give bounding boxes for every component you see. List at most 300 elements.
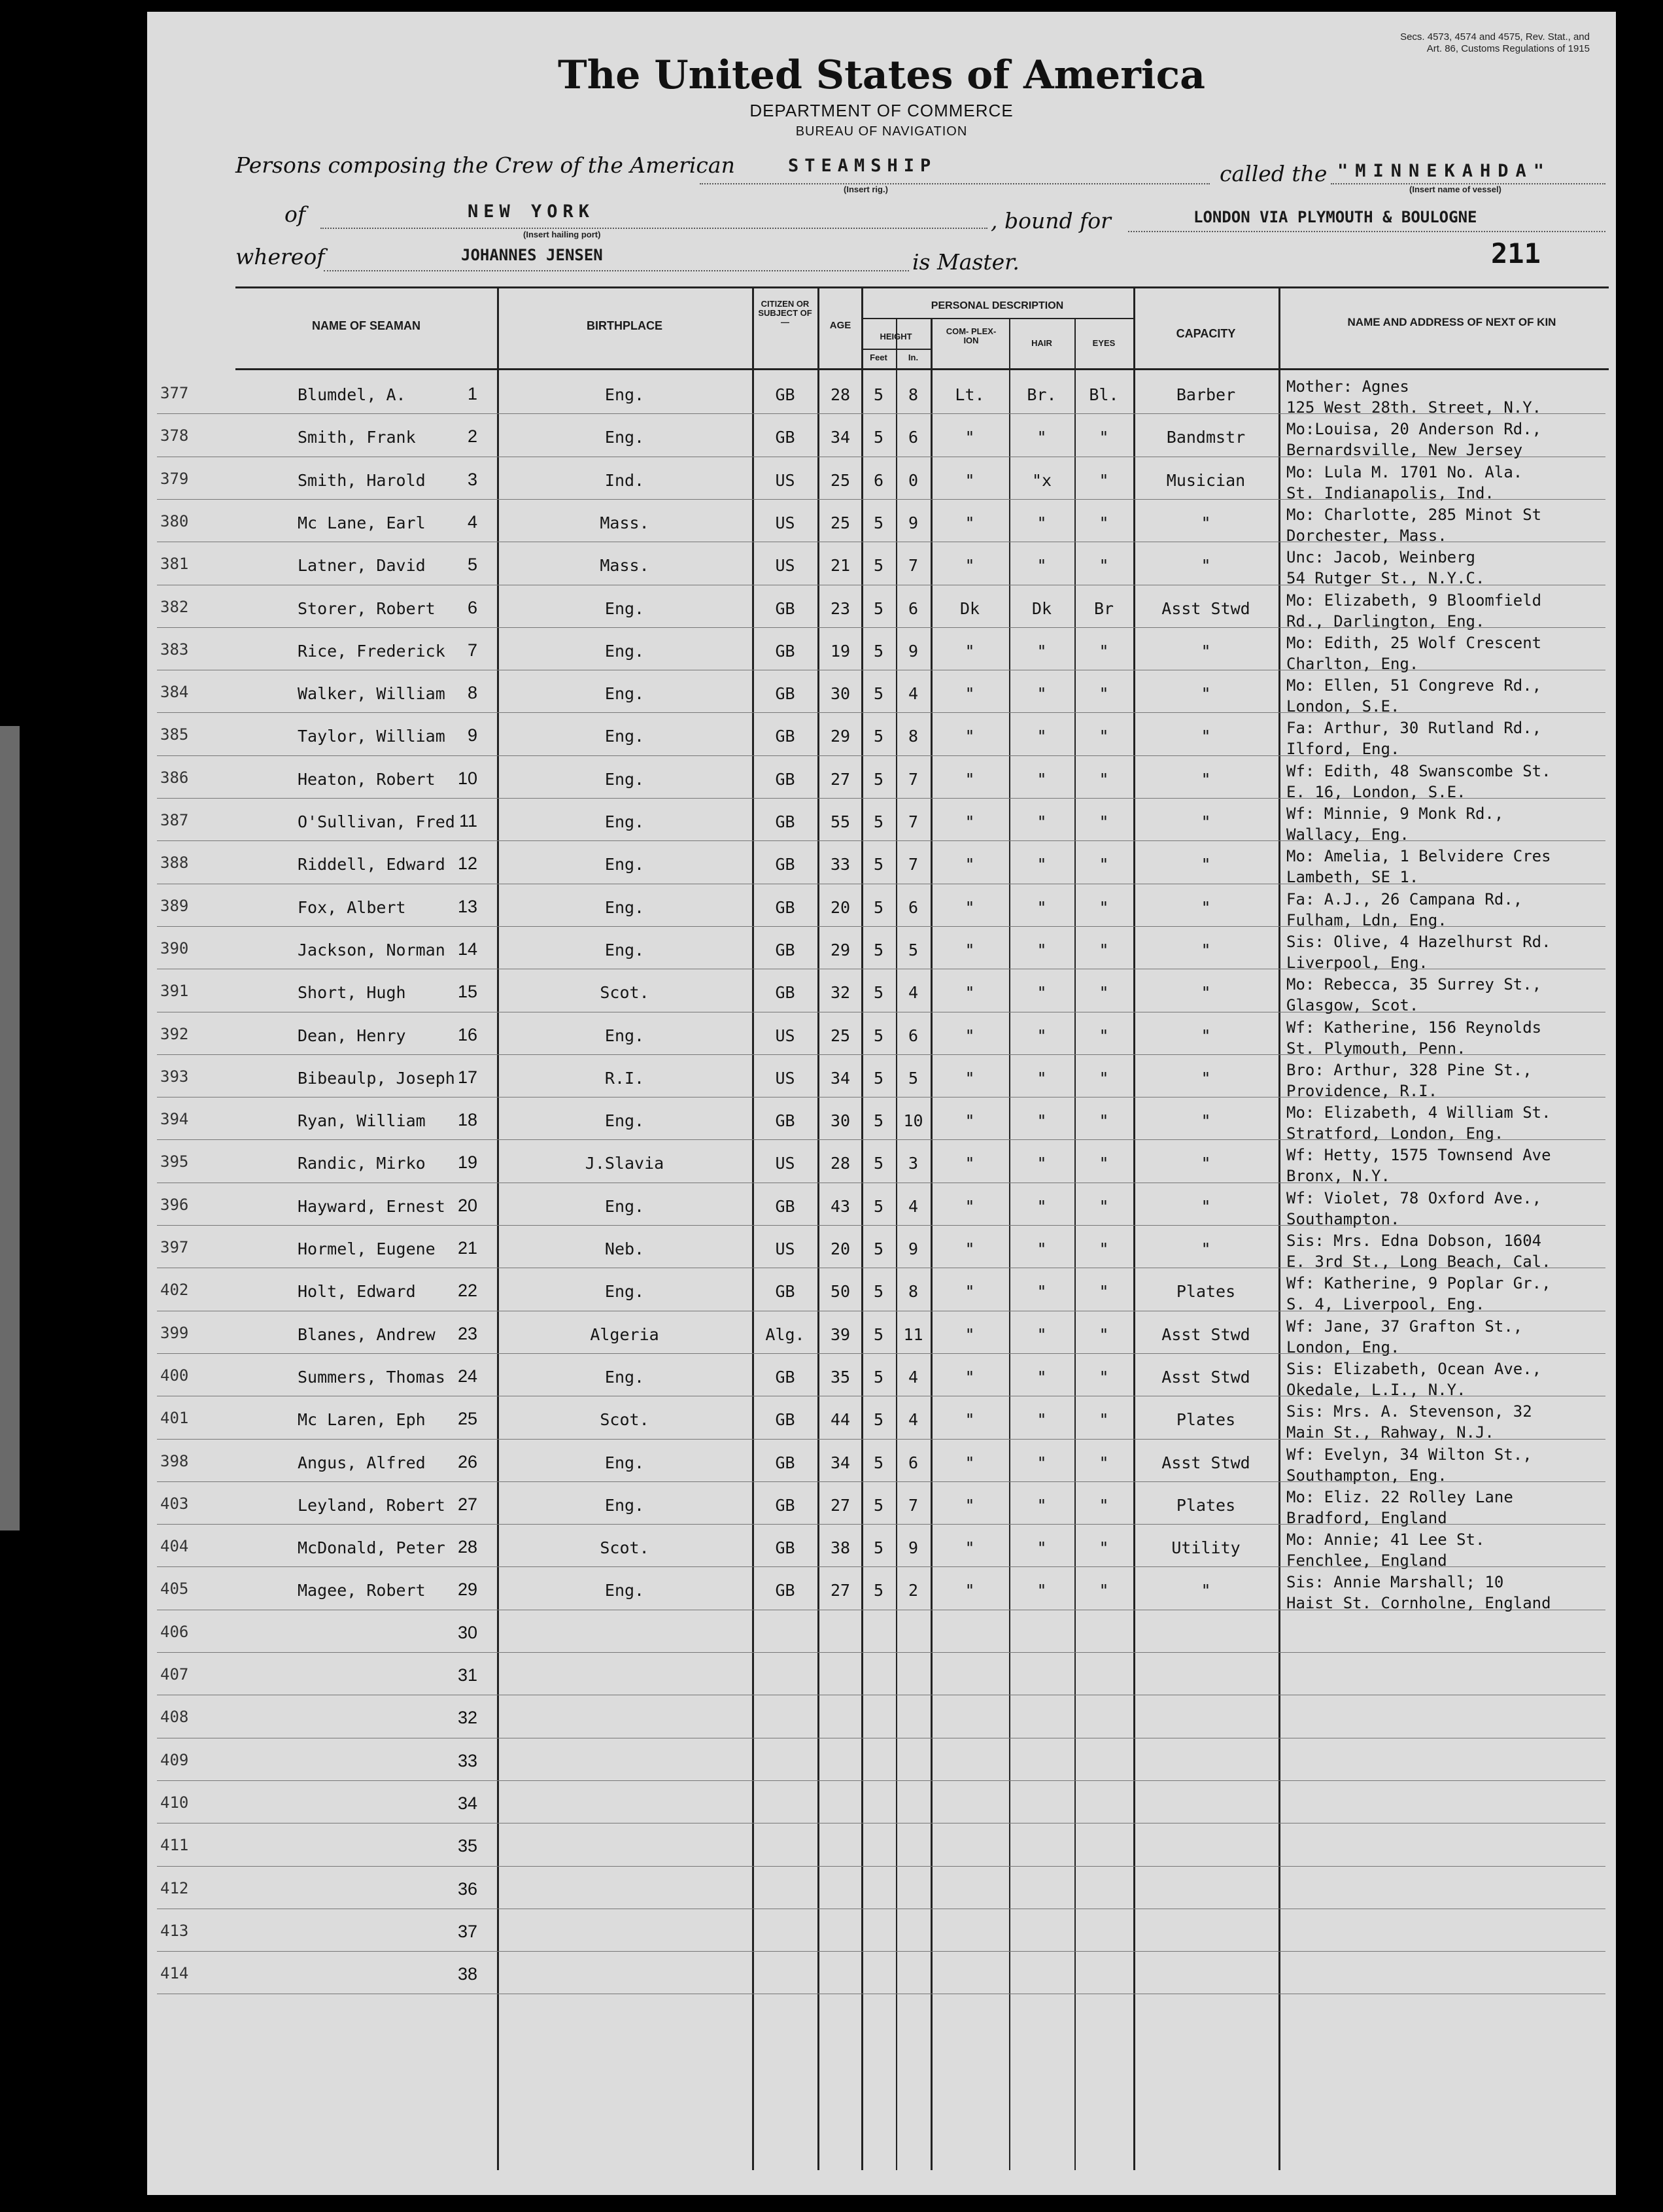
complexion: " (965, 470, 975, 490)
eyes: " (1099, 641, 1109, 661)
hair: " (1037, 684, 1047, 704)
citizenship: GB (775, 897, 795, 917)
register-line-number: 413 (160, 1921, 189, 1940)
next-of-kin: Mo: Elizabeth, 9 Bloomfield Rd., Darlington, Eng. (1286, 591, 1542, 631)
age: 27 (830, 769, 851, 789)
height-feet: 5 (873, 684, 884, 704)
page-number: 211 (1491, 237, 1541, 269)
birthplace: Eng. (604, 897, 645, 917)
citizenship: GB (775, 727, 795, 746)
seaman-name: Dean, Henry (298, 1026, 406, 1045)
eyes: " (1099, 855, 1109, 874)
age: 33 (830, 855, 851, 874)
personal-desc-divider (861, 318, 1133, 319)
next-of-kin: Mo:Louisa, 20 Anderson Rd., Bernardsville, New Jersey (1286, 420, 1542, 460)
next-of-kin: Sis: Annie Marshall; 10 Haist St. Cornholne, England (1286, 1573, 1551, 1613)
age: 28 (830, 385, 851, 404)
next-of-kin: Mo: Ellen, 51 Congreve Rd., London, S.E. (1286, 676, 1542, 716)
hair: "x (1031, 470, 1052, 490)
citizenship: US (775, 470, 795, 490)
height-inches: 6 (908, 1453, 919, 1472)
register-line-number: 386 (160, 768, 189, 787)
capacity: " (1201, 940, 1211, 959)
seaman-number: 12 (457, 854, 477, 874)
citizenship: GB (775, 684, 795, 704)
hair: " (1037, 897, 1047, 917)
complexion: " (965, 1154, 975, 1173)
department-name: DEPARTMENT OF COMMERCE (749, 101, 1014, 120)
height-feet: 5 (873, 769, 884, 789)
complexion: " (965, 556, 975, 576)
birthplace: Eng. (604, 1453, 645, 1472)
age: 34 (830, 428, 851, 447)
col-header-eyes: EYES (1092, 338, 1116, 348)
eyes: " (1099, 428, 1109, 447)
height-inches: 5 (908, 940, 919, 959)
next-of-kin: Wf: Katherine, 9 Poplar Gr., S. 4, Liverpool, Eng. (1286, 1274, 1551, 1314)
age: 21 (830, 556, 851, 576)
called-label: called the (1220, 161, 1328, 186)
register-line-number: 394 (160, 1110, 189, 1129)
complexion: " (965, 1324, 975, 1344)
complexion: " (965, 1581, 975, 1600)
birthplace: Mass. (600, 513, 649, 532)
citizenship: GB (775, 983, 795, 1003)
hailing-port: NEW YORK (468, 201, 595, 222)
birthplace: Eng. (604, 855, 645, 874)
hair: " (1037, 1111, 1047, 1131)
seaman-number: 30 (457, 1622, 477, 1642)
hair: " (1037, 1282, 1047, 1302)
height-inches: 6 (908, 598, 919, 618)
register-line-number: 409 (160, 1750, 189, 1769)
next-of-kin: Mo: Charlotte, 285 Minot St Dorchester, Mass. (1286, 505, 1542, 545)
seaman-number: 4 (467, 511, 477, 532)
seaman-name: McDonald, Peter (298, 1538, 445, 1558)
seaman-name: Riddell, Edward (298, 855, 445, 874)
height-feet: 5 (873, 1026, 884, 1045)
seaman-number: 2 (467, 426, 477, 447)
eyes: " (1099, 1239, 1109, 1258)
seaman-number: 35 (457, 1836, 477, 1856)
row-rule (157, 1951, 1605, 1952)
height-inches: 7 (908, 812, 919, 831)
height-inches: 0 (908, 470, 919, 490)
complexion: " (965, 727, 975, 746)
seaman-name: Hormel, Eugene (298, 1239, 436, 1258)
capacity: " (1201, 812, 1211, 831)
next-of-kin: Unc: Jacob, Weinberg 54 Rutger St., N.Y.C. (1286, 548, 1485, 588)
seaman-name: Taylor, William (298, 727, 445, 746)
next-of-kin: Wf: Katherine, 156 Reynolds St. Plymouth, Penn. (1286, 1018, 1542, 1058)
capacity: Plates (1176, 1410, 1236, 1430)
register-line-number: 402 (160, 1281, 189, 1300)
eyes: " (1099, 1068, 1109, 1088)
whereof-label: whereof (235, 244, 325, 269)
row-rule (157, 1652, 1605, 1653)
eyes: " (1099, 684, 1109, 704)
col-header-hair: HAIR (1031, 338, 1052, 348)
birthplace: Eng. (604, 598, 645, 618)
register-line-number: 383 (160, 640, 189, 659)
complexion: " (965, 513, 975, 532)
height-feet: 5 (873, 1495, 884, 1515)
complexion: " (965, 1111, 975, 1131)
hair: " (1037, 940, 1047, 959)
capacity: Asst Stwd (1161, 598, 1250, 618)
age: 27 (830, 1581, 851, 1600)
col-header-capacity: CAPACITY (1176, 327, 1236, 340)
height-inches: 3 (908, 1154, 919, 1173)
capacity: " (1201, 684, 1211, 704)
seaman-name: Walker, William (298, 684, 445, 704)
seaman-name: Jackson, Norman (298, 940, 445, 959)
seaman-name: Hayward, Ernest (298, 1196, 445, 1216)
eyes: " (1099, 727, 1109, 746)
height-inches: 4 (908, 1367, 919, 1387)
citizenship: GB (775, 1367, 795, 1387)
citizenship: GB (775, 385, 795, 404)
complexion: " (965, 641, 975, 661)
age: 30 (830, 684, 851, 704)
capacity: Asst Stwd (1161, 1367, 1250, 1387)
capacity: " (1201, 1068, 1211, 1088)
next-of-kin: Wf: Hetty, 1575 Townsend Ave Bronx, N.Y. (1286, 1146, 1551, 1186)
complexion: " (965, 940, 975, 959)
birthplace: R.I. (604, 1068, 645, 1088)
eyes: Bl. (1089, 385, 1119, 404)
seaman-number: 34 (457, 1793, 477, 1813)
register-line-number: 406 (160, 1622, 189, 1641)
birthplace: Eng. (604, 940, 645, 959)
next-of-kin: Mo: Amelia, 1 Belvidere Cres Lambeth, SE 1. (1286, 847, 1551, 887)
register-line-number: 407 (160, 1665, 189, 1684)
col-header-birthplace: BIRTHPLACE (587, 319, 662, 332)
hair: " (1037, 1324, 1047, 1344)
complexion: " (965, 1068, 975, 1088)
height-feet: 5 (873, 1410, 884, 1430)
complexion: " (965, 897, 975, 917)
complexion: " (965, 812, 975, 831)
seaman-number: 22 (457, 1281, 477, 1301)
eyes: " (1099, 1282, 1109, 1302)
hair: " (1037, 983, 1047, 1003)
age: 34 (830, 1068, 851, 1088)
register-line-number: 390 (160, 939, 189, 958)
capacity: " (1201, 1239, 1211, 1258)
hair: " (1037, 1196, 1047, 1216)
row-rule (157, 1780, 1605, 1781)
eyes: " (1099, 1324, 1109, 1344)
seaman-number: 25 (457, 1409, 477, 1429)
crew-list-document (147, 12, 1616, 2195)
next-of-kin: Fa: A.J., 26 Campana Rd., Fulham, Ldn, Eng. (1286, 890, 1523, 929)
height-inches: 6 (908, 897, 919, 917)
register-line-number: 387 (160, 811, 189, 829)
col-header-name: NAME OF SEAMAN (312, 319, 420, 332)
seaman-number: 7 (467, 640, 477, 660)
col-header-height: HEIGHT (880, 332, 912, 341)
capacity: " (1201, 727, 1211, 746)
register-line-number: 377 (160, 384, 189, 402)
next-of-kin: Wf: Edith, 48 Swanscombe St. E. 16, London, S.E. (1286, 761, 1551, 801)
register-line-number: 403 (160, 1494, 189, 1513)
col-header-inches: In. (908, 353, 919, 362)
seaman-name: Rice, Frederick (298, 641, 445, 661)
hair: " (1037, 641, 1047, 661)
height-inches: 4 (908, 1196, 919, 1216)
row-rule (157, 1866, 1605, 1867)
rig-caption: (Insert rig.) (844, 184, 888, 194)
seaman-name: Bibeaulp, Joseph (298, 1068, 455, 1088)
eyes: " (1099, 1111, 1109, 1131)
capacity: Utility (1171, 1538, 1241, 1558)
crew-intro-label: Persons composing the Crew of the American (235, 152, 735, 178)
citizenship: GB (775, 1111, 795, 1131)
citizenship: GB (775, 641, 795, 661)
seaman-number: 20 (457, 1195, 477, 1215)
height-feet: 5 (873, 385, 884, 404)
col-header-age: AGE (829, 320, 851, 331)
col-divider (1278, 286, 1280, 2170)
vessel-name: "MINNEKAHDA" (1337, 161, 1552, 181)
register-line-number: 378 (160, 426, 189, 445)
height-inches: 4 (908, 684, 919, 704)
height-inches: 8 (908, 727, 919, 746)
col-header-citizen: CITIZEN OR SUBJECT OF— (758, 299, 812, 327)
seaman-name: O'Sullivan, Fred (298, 812, 455, 831)
age: 29 (830, 727, 851, 746)
citizenship: Alg. (765, 1324, 805, 1344)
hair: " (1037, 855, 1047, 874)
capacity: " (1201, 513, 1211, 532)
register-line-number: 379 (160, 469, 189, 488)
hair: " (1037, 769, 1047, 789)
next-of-kin: Mo: Annie; 41 Lee St. Fenchlee, England (1286, 1530, 1485, 1570)
birthplace: Eng. (604, 812, 645, 831)
register-line-number: 414 (160, 1964, 189, 1983)
height-divider (861, 349, 931, 350)
capacity: " (1201, 1154, 1211, 1173)
col-header-next-of-kin: NAME AND ADDRESS OF NEXT OF KIN (1347, 316, 1556, 328)
birthplace: Ind. (604, 470, 645, 490)
citizenship: US (775, 1026, 795, 1045)
age: 38 (830, 1538, 851, 1558)
height-inches: 6 (908, 428, 919, 447)
capacity: Musician (1166, 470, 1246, 490)
capacity: Plates (1176, 1282, 1236, 1302)
citizenship: US (775, 1068, 795, 1088)
seaman-name: Leyland, Robert (298, 1495, 445, 1515)
table-top-border (235, 286, 1609, 288)
statute-line: Secs. 4573, 4574 and 4575, Rev. Stat., and (1400, 31, 1590, 43)
height-inches: 7 (908, 556, 919, 576)
complexion: " (965, 1538, 975, 1558)
height-feet: 5 (873, 727, 884, 746)
seaman-name: Storer, Robert (298, 598, 436, 618)
capacity: " (1201, 641, 1211, 661)
hair: " (1037, 1495, 1047, 1515)
seaman-number: 31 (457, 1665, 477, 1685)
seaman-name: Smith, Harold (298, 470, 426, 490)
age: 39 (830, 1324, 851, 1344)
register-line-number: 404 (160, 1537, 189, 1556)
height-feet: 5 (873, 1068, 884, 1088)
height-inches: 7 (908, 1495, 919, 1515)
height-feet: 5 (873, 1581, 884, 1600)
register-line-number: 389 (160, 896, 189, 915)
register-line-number: 382 (160, 597, 189, 616)
next-of-kin: Mo: Rebecca, 35 Surrey St., Glasgow, Scot. (1286, 975, 1542, 1015)
seaman-number: 5 (467, 555, 477, 575)
next-of-kin: Mo: Elizabeth, 4 William St. Stratford, London, Eng. (1286, 1103, 1551, 1143)
next-of-kin: Wf: Evelyn, 34 Wilton St., Southampton, Eng. (1286, 1445, 1532, 1485)
capacity: " (1201, 1581, 1211, 1600)
is-master-label: is Master. (912, 249, 1020, 275)
birthplace: Scot. (600, 1410, 649, 1430)
birthplace: Eng. (604, 1196, 645, 1216)
document-title: The United States of America (557, 52, 1206, 98)
eyes: " (1099, 769, 1109, 789)
eyes: " (1099, 1581, 1109, 1600)
seaman-name: Latner, David (298, 556, 426, 576)
age: 28 (830, 1154, 851, 1173)
hair: " (1037, 1453, 1047, 1472)
citizenship: US (775, 1239, 795, 1258)
citizenship: GB (775, 769, 795, 789)
seaman-number: 27 (457, 1494, 477, 1514)
citizenship: US (775, 1154, 795, 1173)
col-header-complexion: COM- PLEX- ION (946, 326, 997, 345)
seaman-number: 38 (457, 1964, 477, 1984)
register-line-number: 398 (160, 1451, 189, 1470)
capacity: " (1201, 897, 1211, 917)
seaman-name: Holt, Edward (298, 1282, 416, 1302)
age: 34 (830, 1453, 851, 1472)
eyes: " (1099, 1196, 1109, 1216)
height-inches: 6 (908, 1026, 919, 1045)
next-of-kin: Wf: Violet, 78 Oxford Ave., Southampton. (1286, 1188, 1542, 1228)
next-of-kin: Fa: Arthur, 30 Rutland Rd., Ilford, Eng. (1286, 719, 1542, 759)
citizenship: GB (775, 855, 795, 874)
birthplace: Eng. (604, 727, 645, 746)
height-feet: 5 (873, 513, 884, 532)
height-feet: 5 (873, 812, 884, 831)
citizenship: GB (775, 1538, 795, 1558)
birthplace: Eng. (604, 428, 645, 447)
seaman-name: Ryan, William (298, 1111, 426, 1131)
seaman-number: 18 (457, 1110, 477, 1130)
citizenship: GB (775, 1581, 795, 1600)
register-line-number: 380 (160, 511, 189, 530)
seaman-number: 28 (457, 1537, 477, 1557)
seaman-number: 24 (457, 1366, 477, 1386)
height-inches: 2 (908, 1581, 919, 1600)
vessel-caption: (Insert name of vessel) (1409, 184, 1501, 194)
next-of-kin: Mo: Lula M. 1701 No. Ala. St. Indianapolis, Ind. (1286, 462, 1523, 502)
age: 23 (830, 598, 851, 618)
register-line-number: 411 (160, 1836, 189, 1855)
hair: " (1037, 1239, 1047, 1258)
col-header-feet: Feet (870, 353, 887, 362)
citizenship: US (775, 513, 795, 532)
seaman-number: 33 (457, 1750, 477, 1771)
citizenship: GB (775, 812, 795, 831)
register-line-number: 388 (160, 854, 189, 873)
height-feet: 5 (873, 983, 884, 1003)
age: 30 (830, 1111, 851, 1131)
eyes: Br (1093, 598, 1114, 618)
complexion: " (965, 684, 975, 704)
birthplace: Mass. (600, 556, 649, 576)
hair: " (1037, 812, 1047, 831)
birthplace: Eng. (604, 1367, 645, 1387)
capacity: Bandmstr (1166, 428, 1246, 447)
birthplace: Eng. (604, 769, 645, 789)
seaman-name: Short, Hugh (298, 983, 406, 1003)
eyes: " (1099, 556, 1109, 576)
age: 44 (830, 1410, 851, 1430)
seaman-number: 11 (458, 811, 477, 831)
table-header-border (235, 368, 1609, 370)
birthplace: Algeria (590, 1324, 659, 1344)
height-feet: 5 (873, 1538, 884, 1558)
seaman-number: 10 (457, 768, 477, 788)
hair: Br. (1027, 385, 1057, 404)
eyes: " (1099, 1154, 1109, 1173)
citizenship: GB (775, 940, 795, 959)
register-line-number: 381 (160, 555, 189, 574)
seaman-number: 13 (457, 896, 477, 916)
next-of-kin: Sis: Elizabeth, Ocean Ave., Okedale, L.I., N.Y. (1286, 1359, 1542, 1399)
bound-for-label: , bound for (991, 208, 1111, 233)
next-of-kin: Sis: Mrs. A. Stevenson, 32 Main St., Rahway, N.J. (1286, 1402, 1532, 1442)
hair: " (1037, 727, 1047, 746)
capacity: " (1201, 1111, 1211, 1131)
seaman-name: Mc Laren, Eph (298, 1410, 426, 1430)
hailing-port-caption: (Insert hailing port) (523, 230, 601, 239)
age: 50 (830, 1282, 851, 1302)
seaman-name: Heaton, Robert (298, 769, 436, 789)
complexion: Lt. (955, 385, 985, 404)
citizenship: GB (775, 1410, 795, 1430)
height-feet: 5 (873, 1196, 884, 1216)
capacity: " (1201, 983, 1211, 1003)
next-of-kin: Wf: Jane, 37 Grafton St., London, Eng. (1286, 1317, 1523, 1357)
birthplace: Eng. (604, 385, 645, 404)
height-inches: 9 (908, 513, 919, 532)
age: 20 (830, 897, 851, 917)
complexion: " (965, 1410, 975, 1430)
seaman-number: 19 (457, 1152, 477, 1173)
seaman-number: 23 (457, 1323, 477, 1343)
age: 35 (830, 1367, 851, 1387)
seaman-number: 14 (457, 939, 477, 959)
next-of-kin: Sis: Mrs. Edna Dobson, 1604 E. 3rd St., Long Beach, Cal. (1286, 1232, 1551, 1271)
birthplace: J.Slavia (585, 1154, 664, 1173)
complexion: " (965, 1026, 975, 1045)
birthplace: Eng. (604, 1495, 645, 1515)
height-feet: 5 (873, 1154, 884, 1173)
eyes: " (1099, 812, 1109, 831)
seaman-name: Randic, Mirko (298, 1154, 426, 1173)
capacity: " (1201, 855, 1211, 874)
seaman-number: 29 (457, 1580, 477, 1600)
bureau-name: BUREAU OF NAVIGATION (795, 124, 968, 139)
height-feet: 5 (873, 428, 884, 447)
seaman-number: 8 (467, 683, 477, 703)
register-line-number: 400 (160, 1366, 189, 1385)
